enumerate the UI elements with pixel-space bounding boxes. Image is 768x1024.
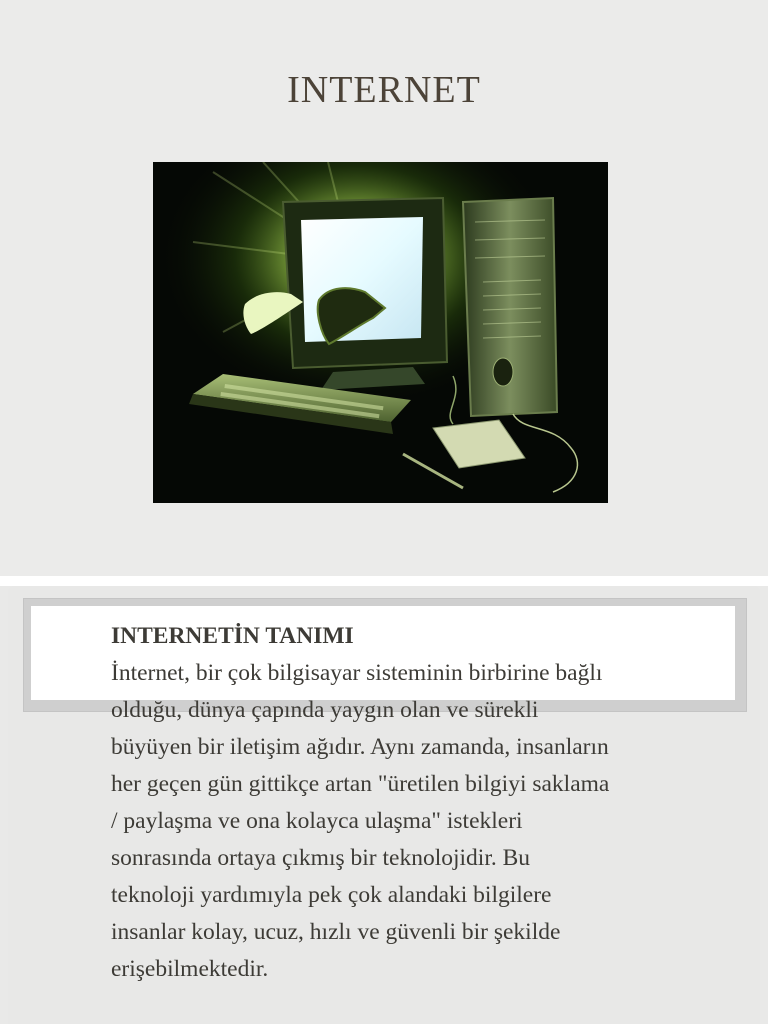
definition-paragraph: İnternet, bir çok bilgisayar sisteminin birbirine bağlı olduğu, dünya çapında yaygın olan ve sürekli büyüyen bir iletişim ağıdır. Aynı zamanda, insanların her geçen gün gittikçe artan "üretilen bilgiyi saklama / paylaşma ve ona kolayca ulaşma" istekleri sonrasında ortaya çıkmış bir teknolojidir. Bu teknoloji yardımıyla pek çok alandaki bilgilere insanlar kolay, ucuz, hızlı ve güvenli bir şekilde erişebilmektedir. [111,660,610,982]
slide-title: INTERNET [287,69,481,111]
slide-separator [0,576,768,586]
computer-hands-image [153,162,608,503]
definition-heading: INTERNETİN TANIMI [111,623,354,649]
definition-text-block [111,618,611,988]
computer-illustration [153,162,608,503]
